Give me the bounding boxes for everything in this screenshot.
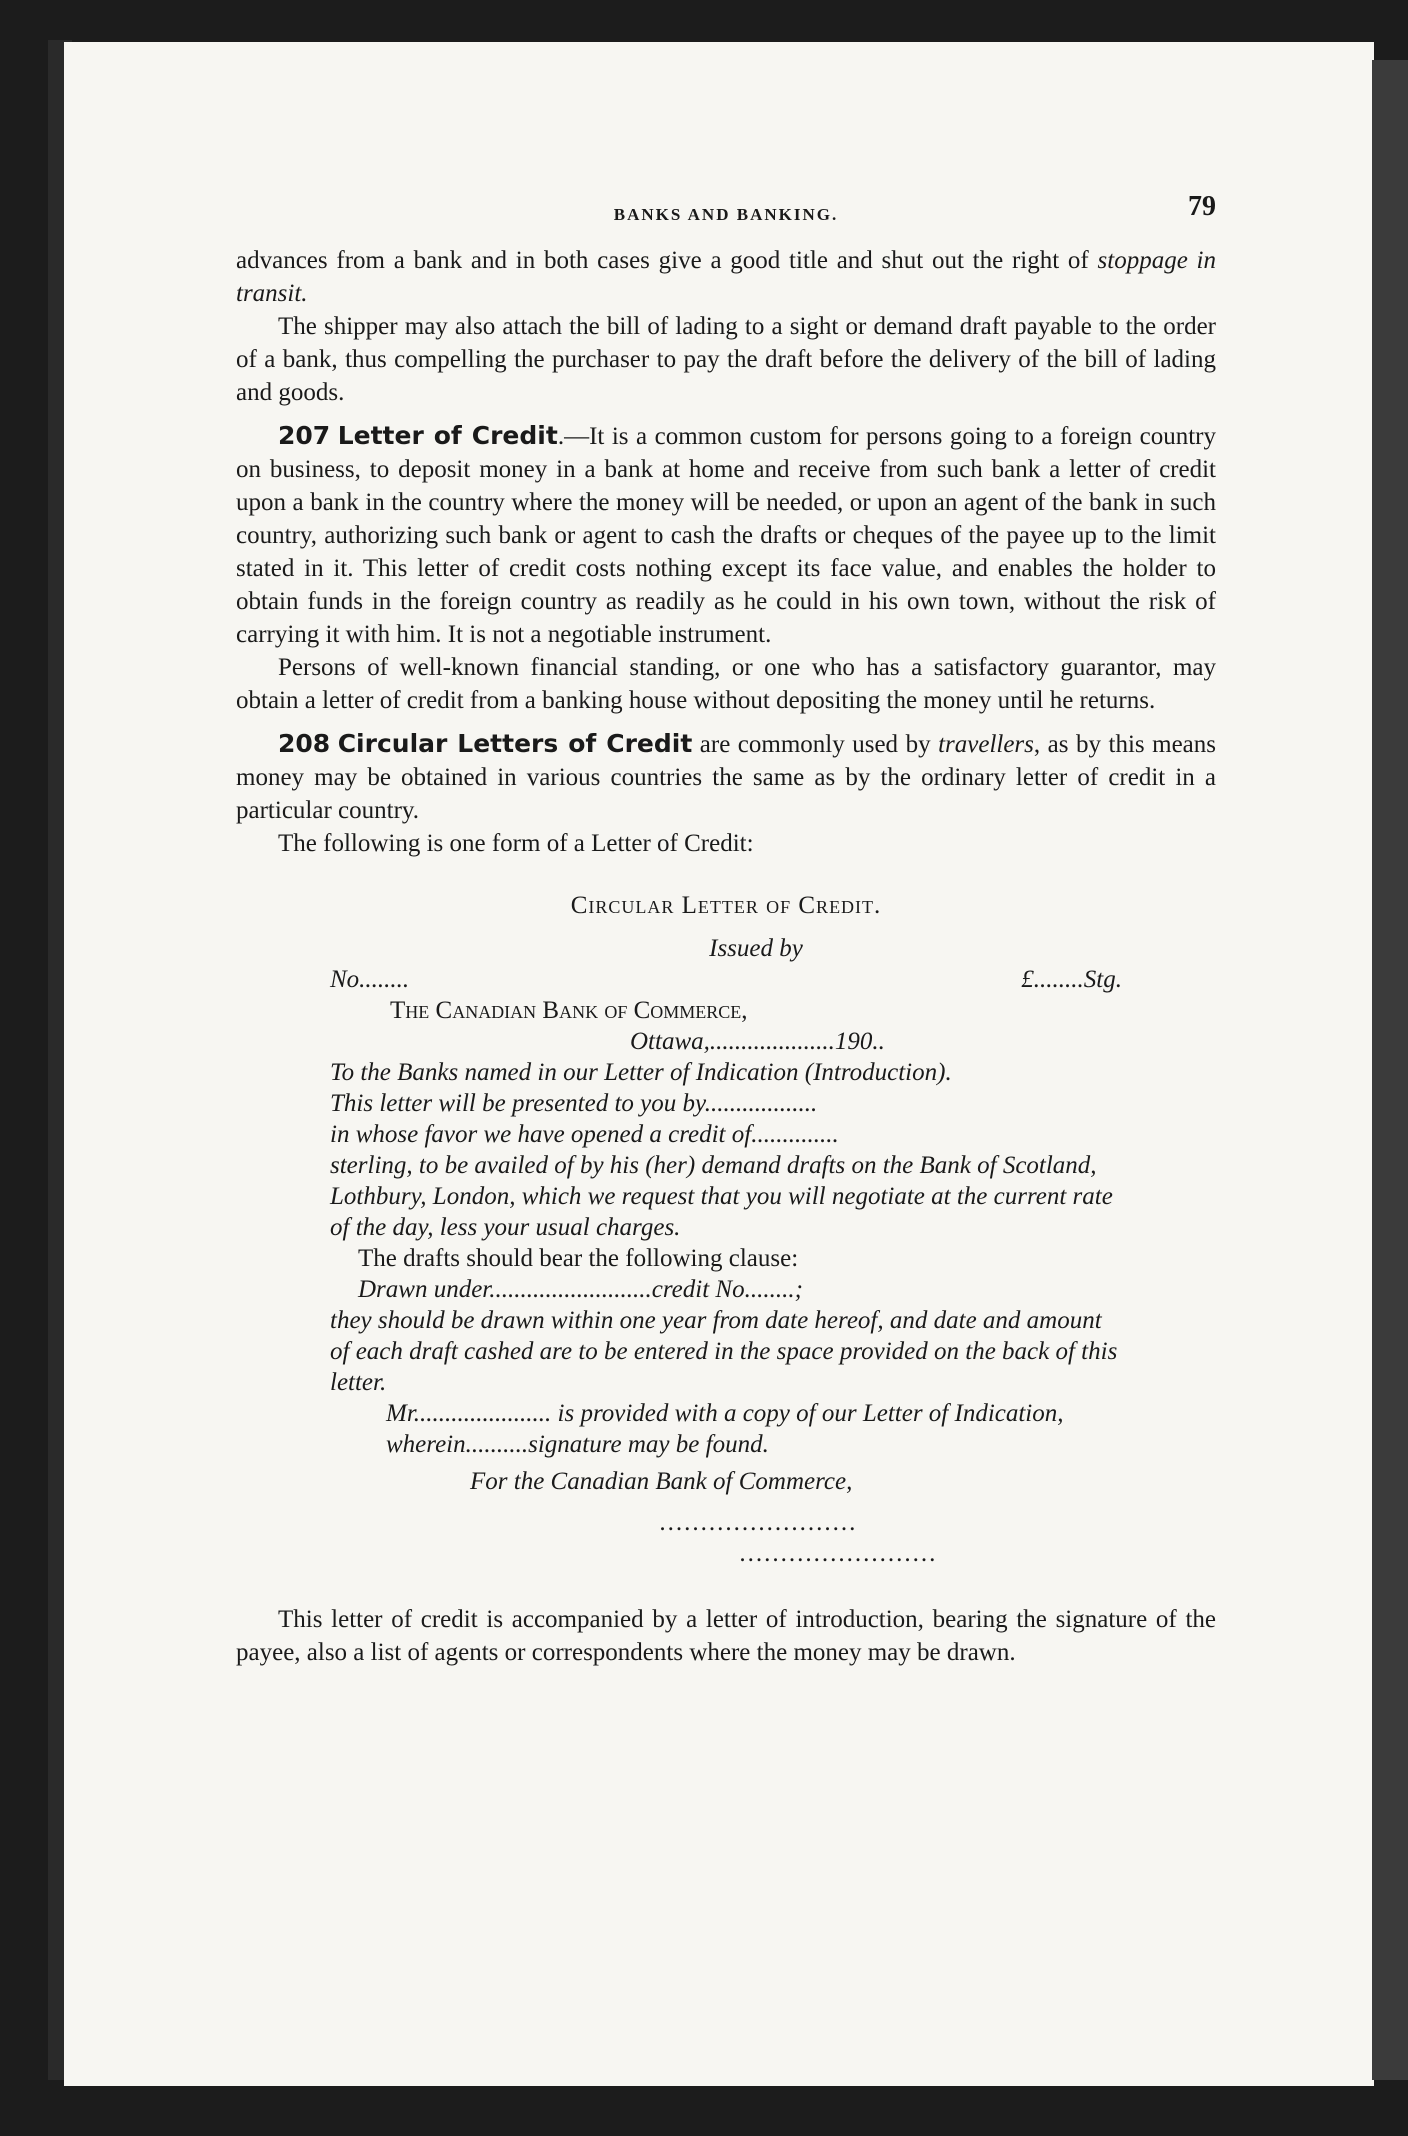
signature-label: For the Canadian Bank of Commerce, <box>470 1468 853 1495</box>
section-text: , as by this means money may be obtained in various countries the same as by the ordinary letter of credit in a particular country. <box>236 731 1216 824</box>
credit-line: in whose favor we have opened a credit of.............. <box>330 1121 839 1148</box>
paragraph-bill-of-lading: The shipper may also attach the bill of lading to a sight or demand draft payable to the order of a bank, thus compelling the purchaser to pay the draft before the delivery of the bill of lading and goods. <box>236 313 1216 406</box>
drafts-clause-intro: The drafts should bear the following clause: <box>358 1245 799 1272</box>
page-content <box>236 190 1216 1669</box>
page-number: 79 <box>1188 191 1216 222</box>
section-208 <box>236 727 1216 827</box>
addressee: To the Banks named in our Letter of Indication (Introduction). <box>330 1059 952 1086</box>
presented-by-line: This letter will be presented to you by.................. <box>330 1090 818 1117</box>
section-text: are commonly used by <box>692 731 939 758</box>
letter-of-credit-form <box>330 890 1122 1569</box>
emphasis-text: stoppage in transit. <box>236 247 1216 307</box>
letter-heading: Circular Letter of Credit. <box>570 892 882 919</box>
running-head <box>236 190 1216 230</box>
place-date: Ottawa,....................190.. <box>630 1028 885 1055</box>
running-title: BANKS AND BANKING. <box>613 205 839 224</box>
section-title: Letter of Credit <box>337 421 558 450</box>
paragraph-following-form: The following is one form of a Letter of Credit: <box>278 830 754 857</box>
scan-border-right <box>1372 60 1408 2080</box>
issued-by: Issued by <box>709 935 803 962</box>
amount-sterling: £........Stg. <box>1021 966 1122 993</box>
emphasis-text: travellers <box>938 731 1034 758</box>
signature-line-2: ........................ <box>740 1540 938 1567</box>
section-number: 208 <box>278 729 331 758</box>
paragraph-continued <box>236 244 1216 310</box>
drawn-under-line: Drawn under..........................credit No........; <box>358 1276 803 1303</box>
section-207 <box>236 419 1216 651</box>
paragraph-text: advances from a bank and in both cases give a good title and shut out the right of <box>236 247 1098 274</box>
letter-number: No........ <box>330 966 410 993</box>
paragraph-well-known: Persons of well-known financial standing, or one who has a satisfactory guarantor, may obtain a letter of credit from a banking house without depositing the money until he returns. <box>236 654 1216 714</box>
bank-name: The Canadian Bank of Commerce, <box>390 997 748 1024</box>
closing-paragraph: This letter of credit is accompanied by a letter of introduction, bearing the signature of the payee, also a list of agents or correspondents where the money may be drawn. <box>236 1606 1216 1666</box>
signature-line-1: ........................ <box>660 1509 858 1536</box>
section-text: .—It is a common custom for persons going to a foreign country on business, to deposit money in a bank at home and receive from such bank a letter of credit upon a bank in the country where the money will be needed, or upon an agent of the bank in such country, authorizing such bank or agent to cash the drafts or cheques of the payee up to the limit stated in it. This letter of credit costs nothing except its face value, and enables the holder to obtain funds in the foreign country as readily as he could in his own town, without the risk of carrying it with him. It is not a negotiable instrument. <box>236 423 1217 648</box>
section-title: Circular Letters of Credit <box>337 729 693 758</box>
sterling-clause: sterling, to be availed of by his (her) demand drafts on the Bank of Scotland, Lothbury, London, which we request that you will negotiate at the current rate of the day, less your usual charges. <box>330 1152 1113 1241</box>
indication-clause: Mr...................... is provided with a copy of our Letter of Indication, wherein..........signature may be found. <box>386 1400 1064 1458</box>
number-amount-row <box>330 964 1122 995</box>
section-number: 207 <box>278 421 331 450</box>
drawing-terms: they should be drawn within one year from date hereof, and date and amount of each draft cashed are to be entered in the space provided on the back of this letter. <box>330 1307 1118 1396</box>
